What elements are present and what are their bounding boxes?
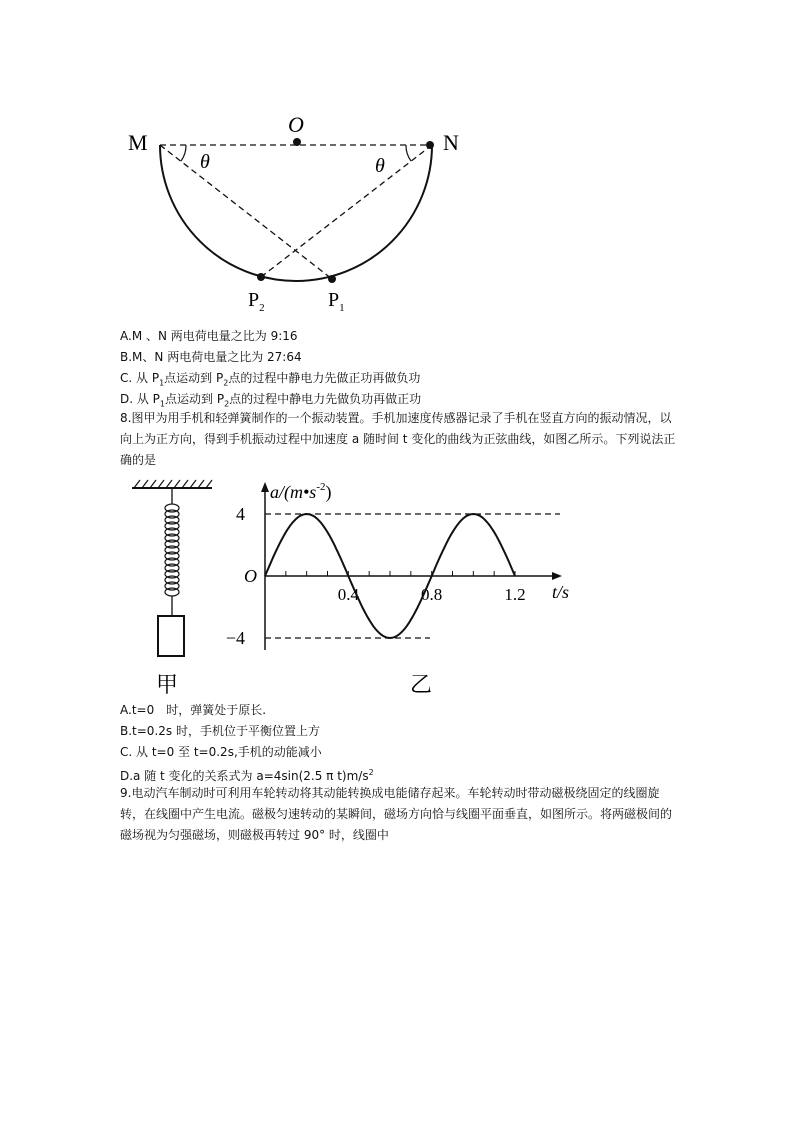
q7-option-c-sub1: 1 [159, 378, 165, 388]
angle-arc-right [406, 145, 411, 161]
q7-option-d-pre: D. 从 P [120, 392, 160, 406]
q7-option-b: B.M、N 两电荷电量之比为 27:64 [120, 350, 302, 364]
point-N [426, 141, 434, 149]
phone-block [158, 616, 184, 656]
angle-arc-left [181, 145, 186, 161]
ceiling-hatch [134, 480, 212, 488]
q7-option-d-mid: 点运动到 P [165, 392, 225, 406]
q8-option-d-sup: 2 [368, 768, 374, 777]
line-N-P2 [261, 145, 432, 277]
q7-option-d-post: 点的过程中静电力先做负功再做正功 [229, 392, 422, 406]
point-O [293, 138, 301, 146]
label-P1: $P_1$ [328, 289, 345, 314]
q7-option-d-sub2: 2 [224, 399, 230, 409]
y-axis-arrow [261, 482, 269, 492]
q7-option-d-sub1: 1 [159, 399, 166, 409]
x-tick-label-2: 1.2 [504, 585, 526, 604]
point-P1 [328, 275, 336, 283]
y-axis-label: $a/(m•s^{-2})$ [270, 481, 332, 502]
q7-option-c-pre: C. 从 P [120, 371, 160, 385]
line-M-P1 [160, 145, 332, 279]
x-tick-label-0: 0.4 [337, 585, 359, 604]
q7-option-c-post: 点的过程中静电力先做正功再做负功 [228, 371, 421, 385]
label-P2: $P_2$ [248, 289, 265, 314]
spring-coils [165, 504, 179, 596]
q8-option-b: B.t=0.2s 时，手机位于平衡位置上方 [120, 724, 320, 738]
q7-option-c-sub2: 2 [223, 378, 229, 388]
q8-option-d-text: D.a 随 t 变化的关系式为 a=4sin(2.5 π t)m/s [120, 769, 369, 783]
y-tick-label-1: −4 [225, 628, 245, 648]
x-axis-arrow [552, 572, 562, 580]
label-N: N [443, 130, 459, 155]
x-axis-label: t/s [552, 582, 570, 602]
figure-semicircle [120, 108, 480, 323]
origin-label: O [244, 566, 257, 586]
x-tick-label-1: 0.8 [421, 585, 443, 604]
label-theta-left: θ [200, 151, 210, 173]
figure-spring-and-graph [120, 470, 600, 700]
label-yi: 乙 [410, 672, 433, 697]
label-O: O [288, 112, 304, 137]
acceleration-graph [226, 481, 569, 650]
label-M: M [128, 130, 148, 155]
q7-option-a: A.M 、N 两电荷电量之比为 9:16 [120, 329, 298, 343]
y-tick-label-0: 4 [236, 504, 245, 524]
q8-option-c: C. 从 t=0 至 t=0.2s,手机的动能减小 [120, 745, 322, 759]
q8-stem: 8.图甲为用手机和轻弹簧制作的一个振动装置。手机加速度传感器记录了手机在竖直方向的振动情况，以向上为正方向，得到手机振动过程中加速度 a 随时间 t 变化的曲线为正弦曲线，如图乙所示。下列说法正确的是 [120, 411, 676, 467]
label-jia: 甲 [156, 672, 179, 697]
q8-option-a: A.t=0 时，弹簧处于原长. [120, 703, 267, 717]
label-theta-right: θ [375, 155, 385, 177]
q7-option-c-mid: 点运动到 P [164, 371, 224, 385]
point-P2 [257, 273, 265, 281]
spring-device [132, 480, 212, 656]
q9-stem: 9.电动汽车制动时可利用车轮转动将其动能转换成电能储存起来。车轮转动时带动磁极绕固定的线圈旋转，在线圈中产生电流。磁极匀速转动的某瞬间，磁场方向恰与线圈平面垂直，如图所示。将两磁极间的磁场视为匀强磁场，则磁极再转过 90° 时，线圈中 [120, 786, 673, 842]
